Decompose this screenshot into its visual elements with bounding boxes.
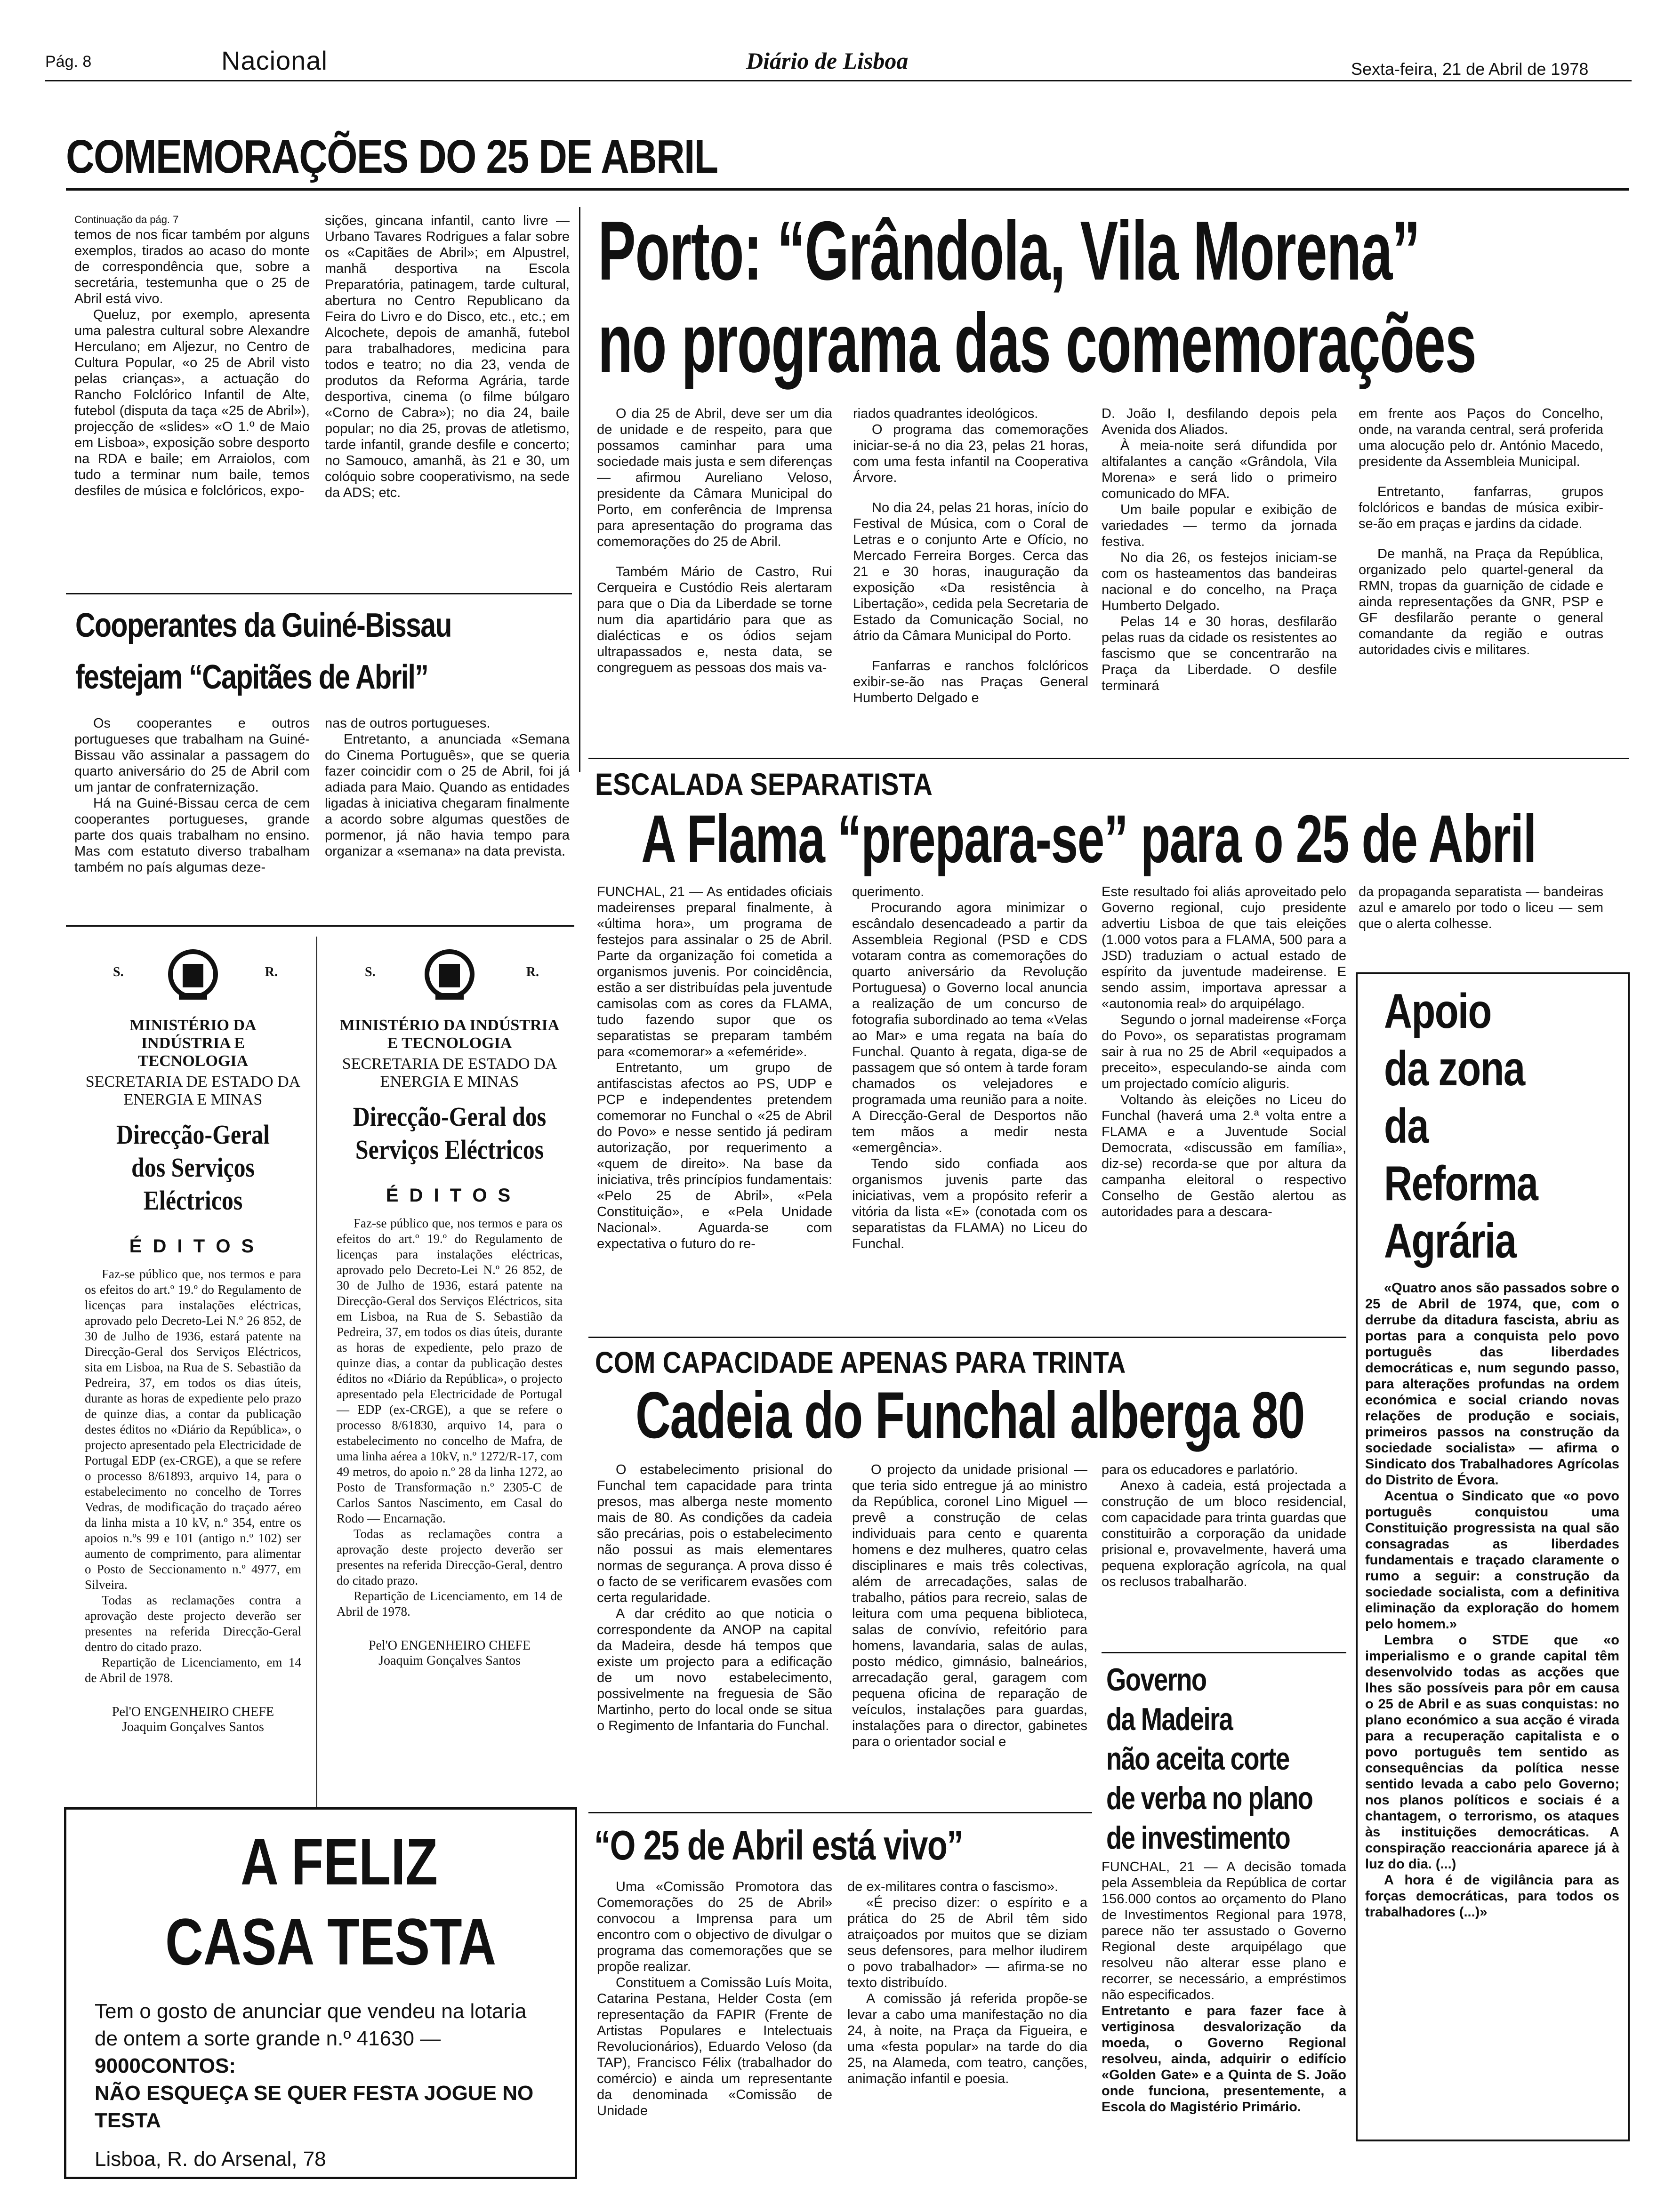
text-block: O dia 25 de Abril, deve ser um dia de unidade e de respeito, para que possamos caminhar para uma sociedade mais justa e sem diferenças — afirmou Aureliano Veloso, presidente da Câmara Municipal do Porto, em conferência de Imprensa para apresentação do programa das comemorações do 25 de Abril.	[597, 406, 832, 549]
secretariat-name: SECRETARIA DE ESTADO DA ENERGIA E MINAS	[342, 1055, 557, 1090]
edital-ad-right	[337, 946, 563, 1803]
flama-col3	[1102, 884, 1346, 1322]
flama-col2	[852, 884, 1087, 1322]
text-block: No dia 26, os festejos iniciam-se com os hasteamentos das bandeiras nacional e do concelho, na Praça Humberto Delgado.	[1102, 550, 1337, 613]
text-block: Este resultado foi aliás aproveitado pelo Governo regional, cujo presidente advertiu Lisboa de que tais eleições (1.000 votos para a FLAMA, 500 para a JSD) traduziam o actual estado de espírito da juventude madeirense. E sendo assim, importava apressar a «autonomia real» do arquipélago.	[1102, 884, 1346, 1011]
sr-r-label: R.	[265, 965, 278, 979]
casa-testa-address: Lisboa, R. do Arsenal, 78	[95, 2148, 326, 2171]
reforma-headline-line2: da zona	[1384, 1042, 1525, 1096]
text-block: O projecto da unidade prisional — que teria sido entregue já ao ministro da República, coronel Lino Miguel — prevê a construção de celas individuais para cento e quarenta homens e dez mulheres, quatro celas disciplinares e mais três colectivas, além de arrecadações, salas de trabalho, pátios para recreio, salas de leitura com uma pequena biblioteca, salas de convívio, refeitório para homens, lavandaria, salas de aulas, posto médico, gimnásio, balneários, arrecadação geral, garagem com pequena oficina de reparação de veículos, instalações para guardas, instalações para o director, gabinetes para o orientador social e	[852, 1462, 1087, 1749]
ministry-name: MINISTÉRIO DA INDÚSTRIA E TECNOLOGIA	[339, 1017, 560, 1052]
guine-headline-line2: festejam “Capitães de Abril”	[75, 658, 428, 696]
madeira-headline-line3: não aceita corte	[1106, 1741, 1289, 1777]
porto-headline-line2: no programa das comemorações	[598, 296, 1476, 390]
flama-kicker: ESCALADA SEPARATISTA	[595, 767, 933, 801]
editos-title: É D I T O S	[386, 1185, 514, 1206]
vivo-headline: “O 25 de Abril está vivo”	[594, 1822, 963, 1868]
banner-rule	[66, 188, 1629, 191]
casa-testa-title-line1: A FELIZ	[241, 1825, 438, 1899]
reforma-headline-line3: da	[1384, 1099, 1428, 1154]
madeira-body	[1102, 1859, 1346, 2151]
text-block: Há na Guiné-Bissau cerca de cem cooperantes portugueses, grande parte dos quais trabalham no ensino. Mas com estatuto diverso trabalham também no país algumas deze-	[74, 796, 310, 875]
text-block: De manhã, na Praça da República, organizado pelo quartel-general da RMN, tropas da guarnição de cidade e ainda representações da GNR, PSP e GF desfilarão perante o general comandante da região e outras autoridades civis e militares.	[1359, 546, 1603, 657]
text-block: para os educadores e parlatório.	[1102, 1462, 1298, 1477]
madeira-headline-line5: de investimento	[1106, 1820, 1290, 1856]
madeira-headline-line2: da Madeira	[1106, 1701, 1233, 1737]
text-block: O estabelecimento prisional do Funchal tem capacidade para trinta presos, mas alberga neste momento mais de 80. As condições da cadeia são precárias, pois o estabelecimento não possui as mais elementares normas de segurança. A prova disso é o facto de se verificarem evasões com certa regularidade.	[597, 1462, 832, 1605]
text-block: Repartição de Licenciamento, em 14 de Abril de 1978.	[337, 1589, 563, 1619]
masthead: Diário de Lisboa	[746, 48, 909, 74]
editos-title: É D I T O S	[129, 1236, 257, 1257]
casa-testa-amount: 9000CONTOS:	[95, 2054, 236, 2077]
section-rule	[66, 593, 572, 594]
section-rule	[588, 1812, 1092, 1813]
reforma-headline-line4: Reforma	[1384, 1156, 1538, 1211]
section-rule	[1102, 1652, 1346, 1653]
porto-col2	[853, 406, 1088, 773]
text-block: Acentua o Sindicato que «o povo português conquistou uma Constituição progressista na qual são consagradas as liberdades fundamentais e traçado claramente o rumo a seguir: a construção da sociedade socialista, com a definitiva eliminação da exploração do homem pelo homem.»	[1365, 1489, 1619, 1632]
sr-s-label: S.	[365, 965, 376, 979]
page-number: Pág. 8	[45, 53, 92, 71]
text-block: Entretanto, a anunciada «Semana do Cinema Português», que se queria fazer coincidir com o 25 de Abril, foi já adiada para Maio. Quando as entidades ligadas à iniciativa chegaram finalmente a acordo sobre algumas questões de pormenor, já não havia tempo para organizar a «semana» na data prevista.	[325, 732, 570, 859]
section-name: Nacional	[221, 46, 328, 75]
sr-s-label: S.	[113, 965, 124, 979]
text-block: querimento.	[852, 884, 925, 899]
section-rule	[588, 1337, 1346, 1338]
edital-body	[85, 1266, 301, 1686]
reforma-body	[1365, 1280, 1619, 2127]
text-block: Faz-se público que, nos termos e para os efeitos do art.º 19.º do Regulamento de licenças para instalações eléctricas, aprovado pelo Decreto-Lei N.º 26 852, de 30 de Julho de 1936, estará patente na Direcção-Geral dos Serviços Eléctricos, sita em Lisboa, na Rua de S. Sebastião da Pedreira, 37, em todos os dias úteis, durante as horas de expediente pelo prazo de quinze dias, a contar da publicação destes éditos no «Diário da República», o projecto apresentado pela Electricidade de Portugal EDP (ex-CRGE), a que se refere o processo 8/61893, arquivo 14, para o estabelecimento no concelho de Torres Vedras, de modificação do traçado aéreo da linha mista a 10 kV, n.º 354, entre os apoios n.ºs 99 e 101 (antigo n.º 102) ser aumento de comprimento, para alimentar o Posto de Seccionamento n.º 4977, em Silveira.	[85, 1267, 301, 1592]
madeira-headline-line1: Governo	[1106, 1662, 1207, 1698]
text-block: Tendo sido confiada aos organismos juvenis parte das iniciativas, vem a propósito referir a vitória da lista «E» (conotada com os separatistas da FLAMA) no Liceu do Funchal.	[852, 1156, 1087, 1251]
text-block: Todas as reclamações contra a aprovação deste projecto deverão ser presentes na referida Direcção-Geral dentro do citado prazo.	[85, 1593, 301, 1654]
text-block: «É preciso dizer: o espírito e a prática do 25 de Abril têm sido atraiçoados por muitos que se diziam seus defensores, para melhor iludirem o povo trabalhador» — afirma-se no texto distribuído.	[847, 1895, 1087, 1990]
section-rule	[588, 758, 1629, 759]
text-block: D. João I, desfilando depois pela Avenida dos Aliados.	[1102, 406, 1337, 437]
vivo-col2	[847, 1879, 1087, 2171]
casa-testa-title-line2: CASA TESTA	[165, 1905, 497, 1979]
continuation-col1	[74, 213, 310, 613]
porto-col3	[1102, 406, 1337, 773]
text-block: FUNCHAL, 21 — A decisão tomada pela Assembleia da República de cortar 156.000 contos ao orçamento do Plano de Investimentos Regional para 1978, parece não ter assustado o Governo Regional deste arquipélago que resolveu não alterar esse plano e recorrer, se necessário, a empréstimos não especificados.	[1102, 1859, 1346, 2003]
signature-name: Joaquim Gonçalves Santos	[122, 1720, 264, 1734]
coat-of-arms-row	[337, 946, 563, 1012]
continuation-col2	[325, 213, 570, 613]
guine-headline-line1: Cooperantes da Guiné-Bissau	[75, 607, 451, 644]
cadeia-col3	[1102, 1462, 1346, 1669]
ad-divider	[316, 937, 317, 1807]
text-block: Um baile popular e exibição de variedades — termo da jornada festiva.	[1102, 502, 1337, 549]
coat-of-arms-icon	[421, 946, 478, 1007]
directorate-name: Direcção-Geral dos Serviços Eléctricos	[353, 1101, 547, 1165]
cadeia-kicker: COM CAPACIDADE APENAS PARA TRINTA	[595, 1346, 1126, 1379]
text-block: temos de nos ficar também por alguns exemplos, tirados ao acaso do monte de correspondência que, sobre a secretária, testemunha que o 25 de Abril está vivo.	[74, 227, 310, 306]
text-block: Faz-se público que, nos termos e para os efeitos do art.º 19.º do Regulamento de licenças para instalações eléctricas, aprovado pelo Decreto-Lei N.º 26 852, de 30 de Julho de 1936, estará patente na Direcção-Geral dos Serviços Eléctricos, sita em Lisboa, na Rua de S. Sebastião da Pedreira, 37, em todos os dias úteis, durante as horas de expediente, pelo prazo de quinze dias, a contar da publicação destes éditos no «Diário da República», o projecto apresentado pela Electricidade de Portugal — EDP (ex-CRGE), a que se refere o processo 8/61830, arquivo 14, para o estabelecimento no concelho de Mafra, de uma linha aérea a 10kV, n.º 1272/R-17, com 49 metros, do apoio n.º 28 da linha 1272, ao Posto de Transformação n.º 2305-C de Carlos Santos Nascimento, em Casal do Rodo — Encarnação.	[337, 1216, 563, 1525]
text-block: de ex-militares contra o fascismo».	[847, 1879, 1059, 1894]
casa-testa-slogan: NÃO ESQUEÇA SE QUER FESTA JOGUE NO TESTA	[95, 2082, 534, 2132]
flama-col4	[1359, 884, 1603, 954]
coat-of-arms-row	[85, 946, 301, 1012]
continuation-label: Continuação da pág. 7	[74, 214, 179, 225]
reforma-headline-line5: Agrária	[1384, 1214, 1516, 1268]
vivo-col1	[597, 1879, 832, 2171]
casa-testa-ad	[64, 1807, 577, 2179]
flama-col1	[597, 884, 832, 1322]
edital-ad-left	[85, 946, 301, 1803]
text-block: Pelas 14 e 30 horas, desfilarão pelas ruas da cidade os resistentes ao fascismo que se concentrarão na Praça da Liberdade. O desfile terminará	[1102, 614, 1337, 693]
directorate-name: Direcção-Geral dos Serviços Eléctricos	[116, 1119, 270, 1216]
text-block-bold: Entretanto e para fazer face à vertiginosa desvalorização da moeda, o Governo Regional resolveu, ainda, adquirir o edifício «Golden Gate» e a Quinta de S. João onde funciona, presentemente, a Escola do Magistério Primário.	[1102, 2004, 1346, 2115]
guine-col1	[74, 715, 310, 922]
flama-headline: A Flama “prepara-se” para o 25 de Abril	[641, 801, 1536, 877]
guine-col2	[325, 715, 570, 922]
signature-title: Pel'O ENGENHEIRO CHEFE	[112, 1705, 274, 1719]
text-block: Entretanto, fanfarras, grupos folclóricos e bandas de música exibir-se-ão em praças e jardins da cidade.	[1359, 484, 1603, 531]
text-block: Repartição de Licenciamento, em 14 de Abril de 1978.	[85, 1655, 301, 1685]
casa-testa-announcement: Tem o gosto de anunciar que vendeu na lotaria de ontem a sorte grande n.º 41630 —	[95, 2000, 527, 2050]
coat-of-arms-icon	[165, 946, 221, 1007]
text-block: Constituem a Comissão Luís Moita, Catarina Pestana, Helder Costa (em representação da FAPIR (Frente de Artistas Populares e Intelectuais Revolucionários), Eduardo Veloso (da TAP), Francisco Félix (trabalhador do comércio) e ainda um representante da denominada «Comissão de Unidade	[597, 1975, 832, 2118]
text-block: Também Mário de Castro, Rui Cerqueira e Custódio Reis alertaram para que o Dia da Liberdade se torne num dia apartidário para que as dialécticas e os ódios sejam ultrapassados e, nesta data, se congreguem as pessoas dos mais va-	[597, 564, 832, 675]
text-block: «Quatro anos são passados sobre o 25 de Abril de 1974, que, com o derrube da ditadura fascista, abriu as portas para a conquista pelo povo português das liberdades democráticas e, num segundo passo, para alterações profundas na ordem económica e social criando novas relações de produção e sociais, primeiros passos na construção da sociedade socialista» — afirma o Sindicato dos Trabalhadores Agrícolas do Distrito de Évora.	[1365, 1281, 1619, 1488]
text-block: Todas as reclamações contra a aprovação deste projecto deverão ser presentes na referida Direcção-Geral, dentro do citado prazo.	[337, 1527, 563, 1587]
header-rule	[45, 80, 1632, 81]
text-block: Lembra o STDE que «o imperialismo e o grande capital têm desenvolvido todas as acções que lhes são possíveis para pôr em causa o 25 de Abril e as suas conquistas: no plano económico a sua acção é virada para a recuperação capitalista e o povo português tem sentido as consequências da política nesse sentido levada a cabo pelo Governo; nos planos políticos e sociais é a chantagem, o terrorismo, os ataques às instituições democráticas. A conspiração reaccionária aparece já à luz do dia. (...)	[1365, 1633, 1619, 1872]
text-block: Procurando agora minimizar o escândalo desencadeado a partir da Assembleia Regional (PSD e CDS votaram contra as comemorações do quarto aniversário da Revolução Portuguesa) o Governo local anuncia a realização de um concurso de fotografia subordinado ao tema «Velas ao Mar» e uma regata na baía do Funchal. Quanto à regata, diga-se de passagem que só ontem à tarde foram chamados os velejadores e programada uma reunião para a noite. A Direcção-Geral de Desportos não tem mãos a medir nesta «emergência».	[852, 900, 1087, 1155]
text-block: Anexo à cadeia, está projectada a construção de um bloco residencial, com capacidade para trinta guardas que constituirão a corporação da unidade prisional e, provavelmente, haverá uma pequena exploração agrícola, na qual os reclusos trabalharão.	[1102, 1478, 1346, 1589]
text-block: A hora é de vigilância para as forças democráticas, para todos os trabalhadores (...)»	[1365, 1873, 1619, 1920]
sr-r-label: R.	[526, 965, 539, 979]
text-block: sições, gincana infantil, canto livre — Urbano Tavares Rodrigues a falar sobre os «Capitães de Abril»; em Alpustrel, manhã desportiva na Escola Preparatória, patinagem, tarde cultural, abertura no Centro Republicano da Feira do Livro e do Disco, etc., etc.; em Alcochete, depois de amanhã, futebol para trabalhadores, medicina para todos e teatro; no dia 23, venda de produtos da Reforma Agrária, tarde desportiva, cinema (o filme búlgaro «Corno de Cabra»); no dia 24, baile popular; no dia 25, provas de atletismo, tarde infantil, grande desfile e concerto; no Samouco, amanhã, às 21 e 30, um colóquio sobre cooperativismo, na sede da ADS; etc.	[325, 213, 570, 500]
text-block: em frente aos Paços do Concelho, onde, na varanda central, será proferida uma alocução pelo dr. António Macedo, presidente da Assembleia Municipal.	[1359, 406, 1603, 469]
text-block: À meia-noite será difundida por altifalantes a canção «Grândola, Vila Morena» e será lido o primeiro comunicado do MFA.	[1102, 438, 1337, 501]
issue-date: Sexta-feira, 21 de Abril de 1978	[1351, 59, 1589, 79]
text-block: da propaganda separatista — bandeiras azul e amarelo por todo o liceu — sem que o alerta colhesse.	[1359, 884, 1603, 931]
porto-headline-line1: Porto: “Grândola, Vila Morena”	[598, 204, 1420, 297]
signature-title: Pel'O ENGENHEIRO CHEFE	[368, 1638, 531, 1653]
text-block: Segundo o jornal madeirense «Força do Povo», os separatistas programam sair à rua no 25 de Abril «equipados a preceito», especulando-se ainda com um projectado comício aliguris.	[1102, 1012, 1346, 1091]
signature-name: Joaquim Gonçalves Santos	[378, 1653, 521, 1668]
text-block: FUNCHAL, 21 — As entidades oficiais madeirenses preparal finalmente, à «última hora», um programa de festejos para assinalar o 25 de Abril. Parte da organização foi cometida a organismos juvenis. Por coincidência, estão a ser distribuídas pela juventude camisolas com as cores da FLAMA, tudo fazendo supor que os separatistas se preparam também para «comemorar» a «efeméride».	[597, 884, 832, 1059]
text-block: No dia 24, pelas 21 horas, início do Festival de Música, com o Coral de Letras e o conjunto Arte e Ofício, no Mercado Ferreira Borges. Cerca das 21 e 30 horas, inauguração da exposição «Da resistência à Libertação», cedida pela Secretaria de Estado da Comunicação Social, no átrio da Câmara Municipal do Porto.	[853, 500, 1088, 643]
text-block: riados quadrantes ideológicos.	[853, 406, 1038, 421]
text-block: Voltando às eleições no Liceu do Funchal (haverá uma 2.ª volta entre a FLAMA e a Juventude Social Democrata, «discussão em família», diz-se) recorda-se que por altura da campanha eleitoral o respectivo Conselho de Gestão alertou as autoridades para a descara-	[1102, 1092, 1346, 1219]
text-block: A dar crédito ao que noticia o correspondente da ANOP na capital da Madeira, desde há tempos que existe um projecto para a edificação de um novo estabelecimento, possivelmente na freguesia de São Martinho, perto do local onde se situa o Regimento de Infantaria do Funchal.	[597, 1606, 832, 1733]
text-block: Queluz, por exemplo, apresenta uma palestra cultural sobre Alexandre Herculano; em Aljezur, no Centro de Cultura Popular, «o 25 de Abril visto pelas crianças», a actuação do Rancho Folclórico Infantil de Alte, futebol (disputa da taça «25 de Abril»), projecção de «slides» «O 1.º de Maio em Lisboa», exposição sobre desporto na RDA e baile; em Arraiolos, com tudo a terminar num baile, temos desfiles de música e folclóricos, expo-	[74, 307, 310, 498]
porto-col1	[597, 406, 832, 773]
text-block: nas de outros portugueses.	[325, 716, 491, 731]
madeira-headline-line4: de verba no plano	[1106, 1780, 1313, 1816]
text-block: Uma «Comissão Promotora das Comemorações do 25 de Abril» convocou a Imprensa para um encontro com o objectivo de divulgar o programa das comemorações que se propõe realizar.	[597, 1879, 832, 1974]
cadeia-headline: Cadeia do Funchal alberga 80	[635, 1378, 1304, 1452]
secretariat-name: SECRETARIA DE ESTADO DA ENERGIA E MINAS	[85, 1073, 301, 1108]
column-rule	[579, 207, 580, 772]
reforma-headline-line1: Apoio	[1384, 984, 1491, 1039]
text-block: Os cooperantes e outros portugueses que trabalham na Guiné-Bissau vão assinalar a passagem do quarto aniversário do 25 de Abril com um jantar de confraternização.	[74, 716, 310, 795]
porto-col4	[1359, 406, 1603, 773]
text-block: Entretanto, um grupo de antifascistas afectos ao PS, UDP e PCP e independentes pretendem comemorar no Funchal o «25 de Abril do Povo» e nesse sentido já pediram autorização, por requerimento a «quem de direito». Na base da iniciativa, três princípios fundamentais: «Pelo 25 de Abril», «Pela Constituição», e «Pela Unidade Nacional». Aguarda-se com expectativa o futuro do re-	[597, 1060, 832, 1251]
edital-body	[337, 1216, 563, 1619]
text-block: A comissão já referida propõe-se levar a cabo uma manifestação no dia 24, à noite, na Praça da Figueira, e uma «festa popular» na tarde do dia 25, na Alameda, com teatro, canções, animação infantil e poesia.	[847, 1991, 1087, 2086]
text-block: Fanfarras e ranchos folclóricos exibir-se-ão nas Praças General Humberto Delgado e	[853, 658, 1088, 705]
ministry-name: MINISTÉRIO DA INDÚSTRIA E TECNOLOGIA	[129, 1017, 257, 1070]
ad-separator-rule	[66, 925, 574, 927]
section-banner: COMEMORAÇÕES DO 25 DE ABRIL	[66, 130, 718, 183]
text-block: O programa das comemorações iniciar-se-á no dia 23, pelas 21 horas, com uma festa infantil na Cooperativa Árvore.	[853, 422, 1088, 485]
